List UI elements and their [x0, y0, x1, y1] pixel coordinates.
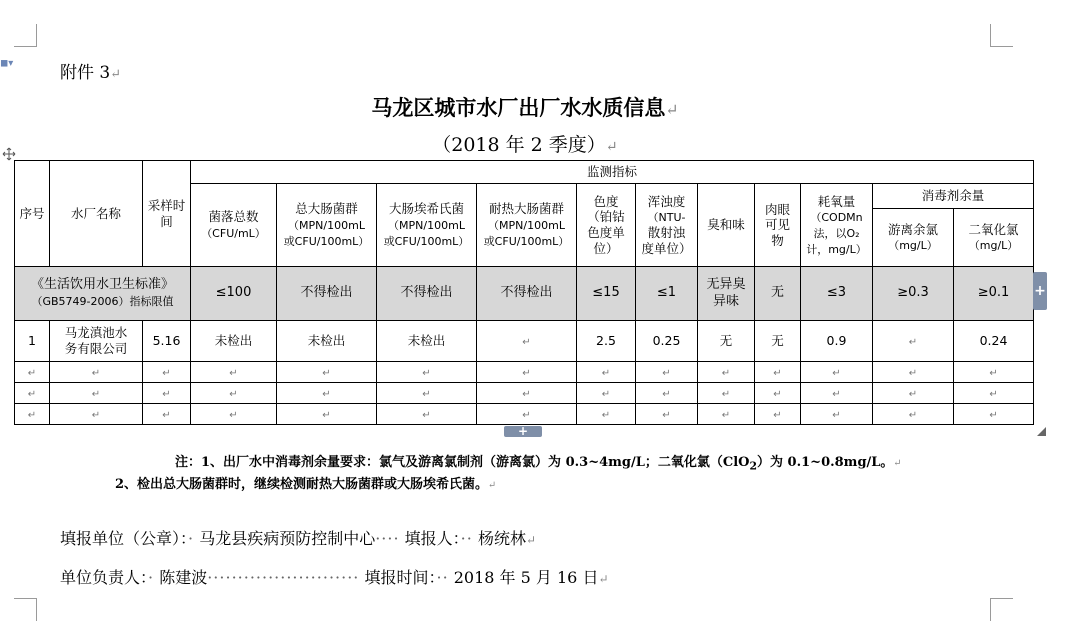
note-line-1: 注：1、出厂水中消毒剂余量要求：氯气及游离氯制剂（游离氯）为 0.3~4mg/L；二氧化氯（ClO$_2$）为 0.1~0.8mg/L。↵ — [175, 455, 902, 473]
empty-cell: ↵ — [477, 362, 577, 383]
standard-limit-row — [15, 267, 1034, 321]
row1-color: 2.5 — [577, 321, 636, 362]
empty-cell: ↵ — [377, 383, 477, 404]
header-disinfectant-residual: 消毒剂余量 — [873, 184, 1034, 209]
row1-visible-matter: 无 — [755, 321, 801, 362]
empty-cell: ↵ — [50, 404, 143, 425]
empty-cell: ↵ — [698, 383, 755, 404]
header-monitoring-indicators: 监测指标 — [191, 161, 1034, 184]
std-turbidity: ≤1 — [636, 267, 698, 321]
std-color: ≤15 — [577, 267, 636, 321]
std-total-coliform: 不得检出 — [277, 267, 377, 321]
header-total-coliform: 总大肠菌群 （MPN/100mL 或CFU/100mL） — [277, 184, 377, 267]
empty-cell: ↵ — [801, 404, 873, 425]
empty-cell: ↵ — [954, 362, 1034, 383]
empty-cell: ↵ — [191, 383, 277, 404]
reporter-value: 杨统林 — [477, 529, 526, 548]
empty-cell: ↵ — [755, 404, 801, 425]
row1-total-coliform: 未检出 — [277, 321, 377, 362]
time-label: 填报时间： — [364, 568, 437, 587]
footer-row-leader: 单位负责人：· 陈建波························· 填报时间：·· 2018 年 5 月 16 日↵ — [60, 568, 609, 587]
table-row — [15, 321, 1034, 362]
empty-cell: ↵ — [191, 404, 277, 425]
empty-cell: ↵ — [377, 404, 477, 425]
footer-row-unit: 填报单位（公章）：· 马龙县疾病预防控制中心···· 填报人：·· 杨统林↵ — [60, 529, 537, 548]
empty-cell: ↵ — [873, 404, 954, 425]
empty-cell: ↵ — [15, 383, 50, 404]
empty-cell: ↵ — [277, 362, 377, 383]
empty-cell: ↵ — [143, 362, 191, 383]
unit-label: 填报单位（公章）： — [60, 529, 189, 548]
time-value: 2018 年 5 月 16 日 — [453, 568, 599, 587]
header-e-coli: 大肠埃希氏菌 （MPN/100mL 或CFU/100mL） — [377, 184, 477, 267]
header-colony: 菌落总数 （CFU/mL） — [191, 184, 277, 267]
table-row — [15, 362, 1034, 383]
empty-cell: ↵ — [636, 404, 698, 425]
row1-seq: 1 — [15, 321, 50, 362]
add-row-button[interactable]: + — [504, 426, 542, 437]
row1-e-coli: 未检出 — [377, 321, 477, 362]
reporter-label: 填报人： — [404, 529, 461, 548]
header-turbidity: 浑浊度 （NTU- 散射浊 度单位） — [636, 184, 698, 267]
document-title: 马龙区城市水厂出厂水水质信息↵ — [371, 95, 679, 120]
empty-cell: ↵ — [191, 362, 277, 383]
header-thermo-coliform: 耐热大肠菌群 （MPN/100mL 或CFU/100mL） — [477, 184, 577, 267]
std-colony: ≤100 — [191, 267, 277, 321]
crop-mark-top-right — [990, 24, 1013, 47]
row1-plant: 马龙滇池水 务有限公司 — [50, 321, 143, 362]
header-odor: 臭和味 — [698, 184, 755, 267]
header-visible-matter: 肉眼 可见 物 — [755, 184, 801, 267]
unit-value: 马龙县疾病预防控制中心 — [199, 529, 376, 548]
standard-label: 《生活饮用水卫生标准》 （GB5749-2006）指标限值 — [15, 267, 191, 321]
empty-cell: ↵ — [873, 362, 954, 383]
header-seq: 序号 — [15, 161, 50, 267]
empty-cell: ↵ — [801, 362, 873, 383]
row1-turbidity: 0.25 — [636, 321, 698, 362]
empty-cell: ↵ — [698, 404, 755, 425]
document-subtitle: （2018 年 2 季度）↵ — [432, 134, 618, 156]
header-free-chlorine: 游离余氯 （mg/L） — [873, 209, 954, 267]
empty-cell: ↵ — [801, 383, 873, 404]
header-plant: 水厂名称 — [50, 161, 143, 267]
empty-cell: ↵ — [577, 362, 636, 383]
empty-cell: ↵ — [636, 383, 698, 404]
empty-cell: ↵ — [755, 362, 801, 383]
row1-codmn: 0.9 — [801, 321, 873, 362]
std-odor: 无异臭 异味 — [698, 267, 755, 321]
table-row — [15, 404, 1034, 425]
empty-cell: ↵ — [477, 383, 577, 404]
empty-cell: ↵ — [755, 383, 801, 404]
header-color: 色度 （铂钴 色度单 位） — [577, 184, 636, 267]
add-column-button[interactable]: + — [1033, 272, 1047, 310]
water-quality-table — [14, 160, 1034, 425]
std-e-coli: 不得检出 — [377, 267, 477, 321]
annex-label: 附件 3↵ — [60, 63, 121, 83]
empty-cell: ↵ — [577, 383, 636, 404]
empty-cell: ↵ — [15, 404, 50, 425]
std-visible-matter: 无 — [755, 267, 801, 321]
std-codmn: ≤3 — [801, 267, 873, 321]
empty-cell: ↵ — [954, 383, 1034, 404]
row1-free-chlorine: ↵ — [873, 321, 954, 362]
empty-cell: ↵ — [15, 362, 50, 383]
leader-label: 单位负责人： — [60, 568, 149, 587]
empty-cell: ↵ — [277, 404, 377, 425]
row1-colony: 未检出 — [191, 321, 277, 362]
table-row — [15, 383, 1034, 404]
empty-cell: ↵ — [698, 362, 755, 383]
header-codmn: 耗氧量 （CODMn 法，以O₂ 计，mg/L） — [801, 184, 873, 267]
empty-cell: ↵ — [50, 362, 143, 383]
row1-odor: 无 — [698, 321, 755, 362]
empty-cell: ↵ — [577, 404, 636, 425]
empty-cell: ↵ — [143, 383, 191, 404]
leader-value: 陈建波 — [159, 568, 208, 587]
margin-tab-icon[interactable]: ◼▾ — [0, 58, 14, 69]
std-free-chlorine: ≥0.3 — [873, 267, 954, 321]
crop-mark-bottom-right — [990, 598, 1013, 621]
std-thermo-coliform: 不得检出 — [477, 267, 577, 321]
header-chlorine-dioxide: 二氧化氯 （mg/L） — [954, 209, 1034, 267]
crop-mark-bottom-left — [14, 598, 37, 621]
crop-mark-top-left — [14, 24, 37, 47]
header-sample-time: 采样时间 — [143, 161, 191, 267]
empty-cell: ↵ — [636, 362, 698, 383]
note-line-2: 2、检出总大肠菌群时，继续检测耐热大肠菌群或大肠埃希氏菌。↵ — [115, 477, 497, 492]
row1-sample-time: 5.16 — [143, 321, 191, 362]
empty-cell: ↵ — [377, 362, 477, 383]
empty-cell: ↵ — [954, 404, 1034, 425]
row1-chlorine-dioxide: 0.24 — [954, 321, 1034, 362]
empty-cell: ↵ — [50, 383, 143, 404]
std-chlorine-dioxide: ≥0.1 — [954, 267, 1034, 321]
empty-cell: ↵ — [143, 404, 191, 425]
row1-thermo-coliform: ↵ — [477, 321, 577, 362]
table-resize-handle-icon[interactable] — [1037, 427, 1046, 436]
empty-cell: ↵ — [873, 383, 954, 404]
empty-cell: ↵ — [477, 404, 577, 425]
empty-cell: ↵ — [277, 383, 377, 404]
